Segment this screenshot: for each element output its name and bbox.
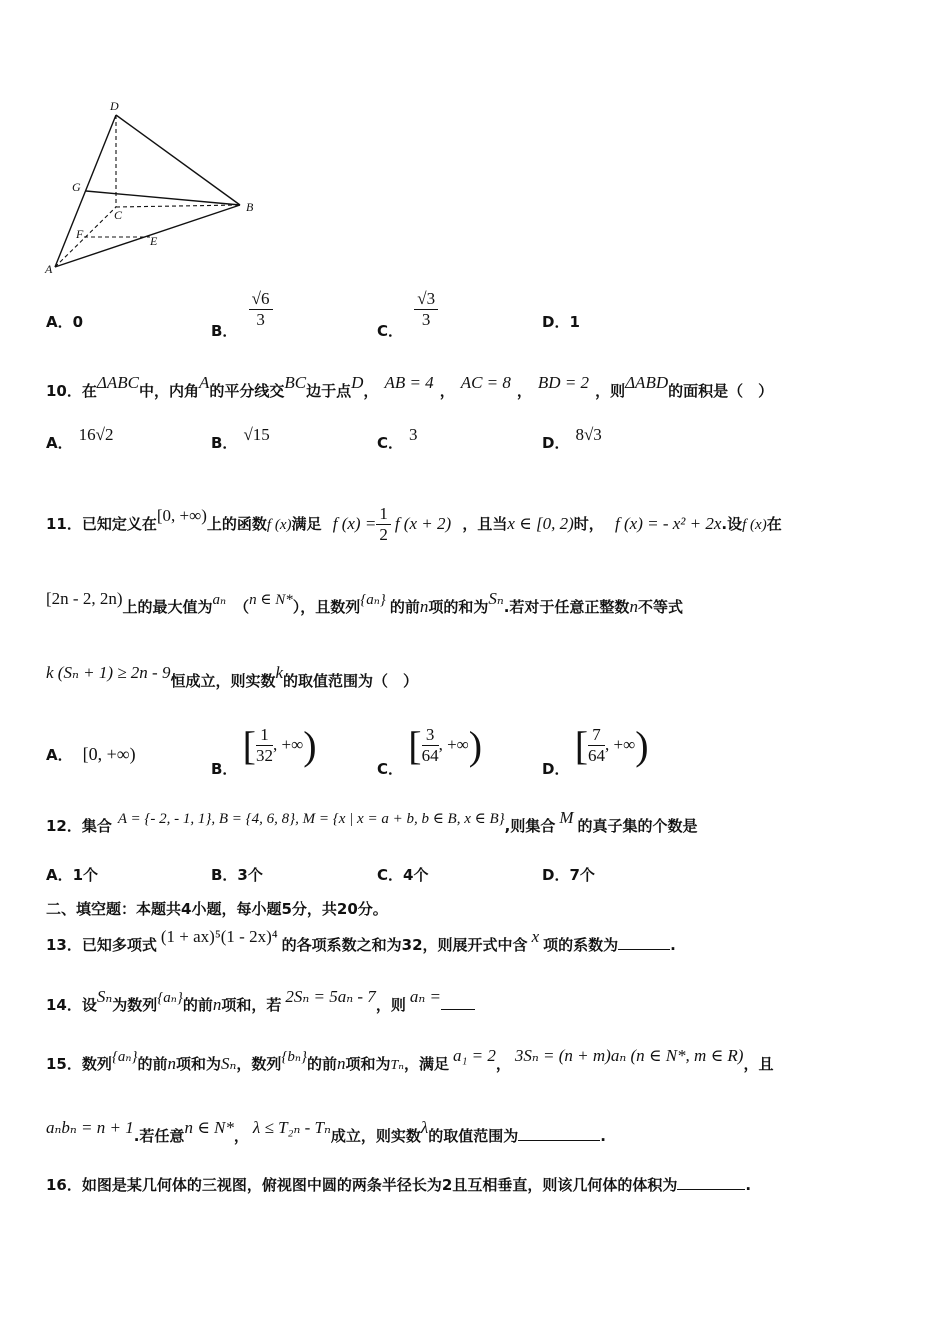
label-g: G <box>72 180 81 194</box>
q11-option-a: A． [0, +∞) <box>46 744 136 764</box>
q12-option-d: D．7个 <box>542 866 595 884</box>
q15-line-2: aₙbₙ = n + 1.若任意n ∈ N*， λ ≤ T₂ₙ - Tₙ成立，则实数λ的取值范围为 . <box>46 1118 606 1145</box>
q16-stem: 16．如图是某几何体的三视图，俯视图中圆的两条半径长为2且互相垂直，则该几何体的体积为 . <box>46 1176 752 1194</box>
q9-b-denominator: 3 <box>256 310 265 329</box>
q12-stem: 12．集合 A = {- 2, - 1, 1}, B = {4, 6, 8}, M = {x | x = a + b, b ∈ B, x ∈ B},则集合 M 的真子集的个数是 <box>46 808 698 835</box>
section-heading: 二、填空题：本题共4小题，每小题5分，共20分。 <box>46 900 388 918</box>
q10-option-b: B． √15 <box>211 425 270 452</box>
q12-option-a: A．1个 <box>46 866 99 884</box>
label-f: F <box>76 227 84 241</box>
edge-da <box>55 115 116 267</box>
q14-answer-blank[interactable] <box>441 995 475 1010</box>
q11-option-b: B． [ $\frac{1}{32}$ , +∞) <box>211 723 317 778</box>
q14-stem: 14．设Sₙ为数列{aₙ}的前n项和，若 2Sₙ = 5aₙ - 7，则 aₙ = <box>46 994 475 1017</box>
q10-option-a: A． 16√2 <box>46 425 114 452</box>
q9-option-b: B． $\frac{√6}{3}$ <box>211 289 273 330</box>
q9-c-numerator: √3 <box>414 289 438 310</box>
q12-option-b: B．3个 <box>211 866 263 884</box>
q16-answer-blank[interactable] <box>677 1175 745 1190</box>
q13-answer-blank[interactable] <box>618 935 670 950</box>
label-d: D <box>110 99 119 113</box>
q15-answer-blank[interactable] <box>518 1126 600 1141</box>
q15-line-1: 15．数列{aₙ}的前n项和为Sₙ，数列{bₙ}的前n项和为Tₙ，满足 a₁ = 2， 3Sₙ = (n + m)aₙ (n ∈ N*, m ∈ R)，且 <box>46 1046 774 1073</box>
q12-option-c: C．4个 <box>377 866 429 884</box>
q10-option-d: D． 8√3 <box>542 425 602 452</box>
edge-db <box>116 115 240 205</box>
label-e: E <box>150 234 158 248</box>
q11-line-2: [2n - 2, 2n)上的最大值为aₙ （n ∈ N*），且数列{aₙ} 的前n项的和为Sₙ.若对于任意正整数n不等式 <box>46 589 683 616</box>
q9-b-numerator: √6 <box>249 289 273 310</box>
q11-frac-numerator: 1 <box>376 504 391 525</box>
q9-c-denominator: 3 <box>421 310 431 329</box>
q11-option-d: D． [ $\frac{7}{64}$ , +∞) <box>542 723 649 778</box>
q9-option-c: C． $\frac{√3}{3}$ <box>377 289 438 330</box>
q9-option-d: D．1 <box>542 313 580 331</box>
q9-option-a: A．0 <box>46 313 84 331</box>
label-a: A <box>45 262 53 275</box>
label-c: C <box>114 208 123 222</box>
tetrahedron-figure <box>40 95 270 275</box>
edge-cb <box>116 205 240 207</box>
q13-stem: 13．已知多项式 (1 + ax)⁵(1 - 2x)⁴ 的各项系数之和为32，则展开式中含 x 项的系数为 . <box>46 927 676 954</box>
q11-frac-denominator: 2 <box>379 525 388 544</box>
q11-option-c: C． [ $\frac{3}{64}$ , +∞) <box>377 723 483 778</box>
q11-line-3: k (Sₙ + 1) ≥ 2n - 9恒成立，则实数k的取值范围为（ ） <box>46 663 419 690</box>
q10-option-c: C． 3 <box>377 425 418 452</box>
edge-gb <box>86 191 240 205</box>
q10-stem: 10．在ΔABC中，内角A的平分线交BC边于点D， AB = 4 ， AC = 8 ， BD = 2 ，则ΔABD的面积是（ ） <box>46 373 774 400</box>
label-b: B <box>246 200 254 214</box>
q11-line-1: 11．已知定义在[0, +∞)上的函数f (x)满足 f (x) = $\frac{1}{2}$ f (x + 2) ，且当x ∈ [0, 2)时， f (x) = - x² + 2x.设f (x)在 <box>46 504 782 544</box>
